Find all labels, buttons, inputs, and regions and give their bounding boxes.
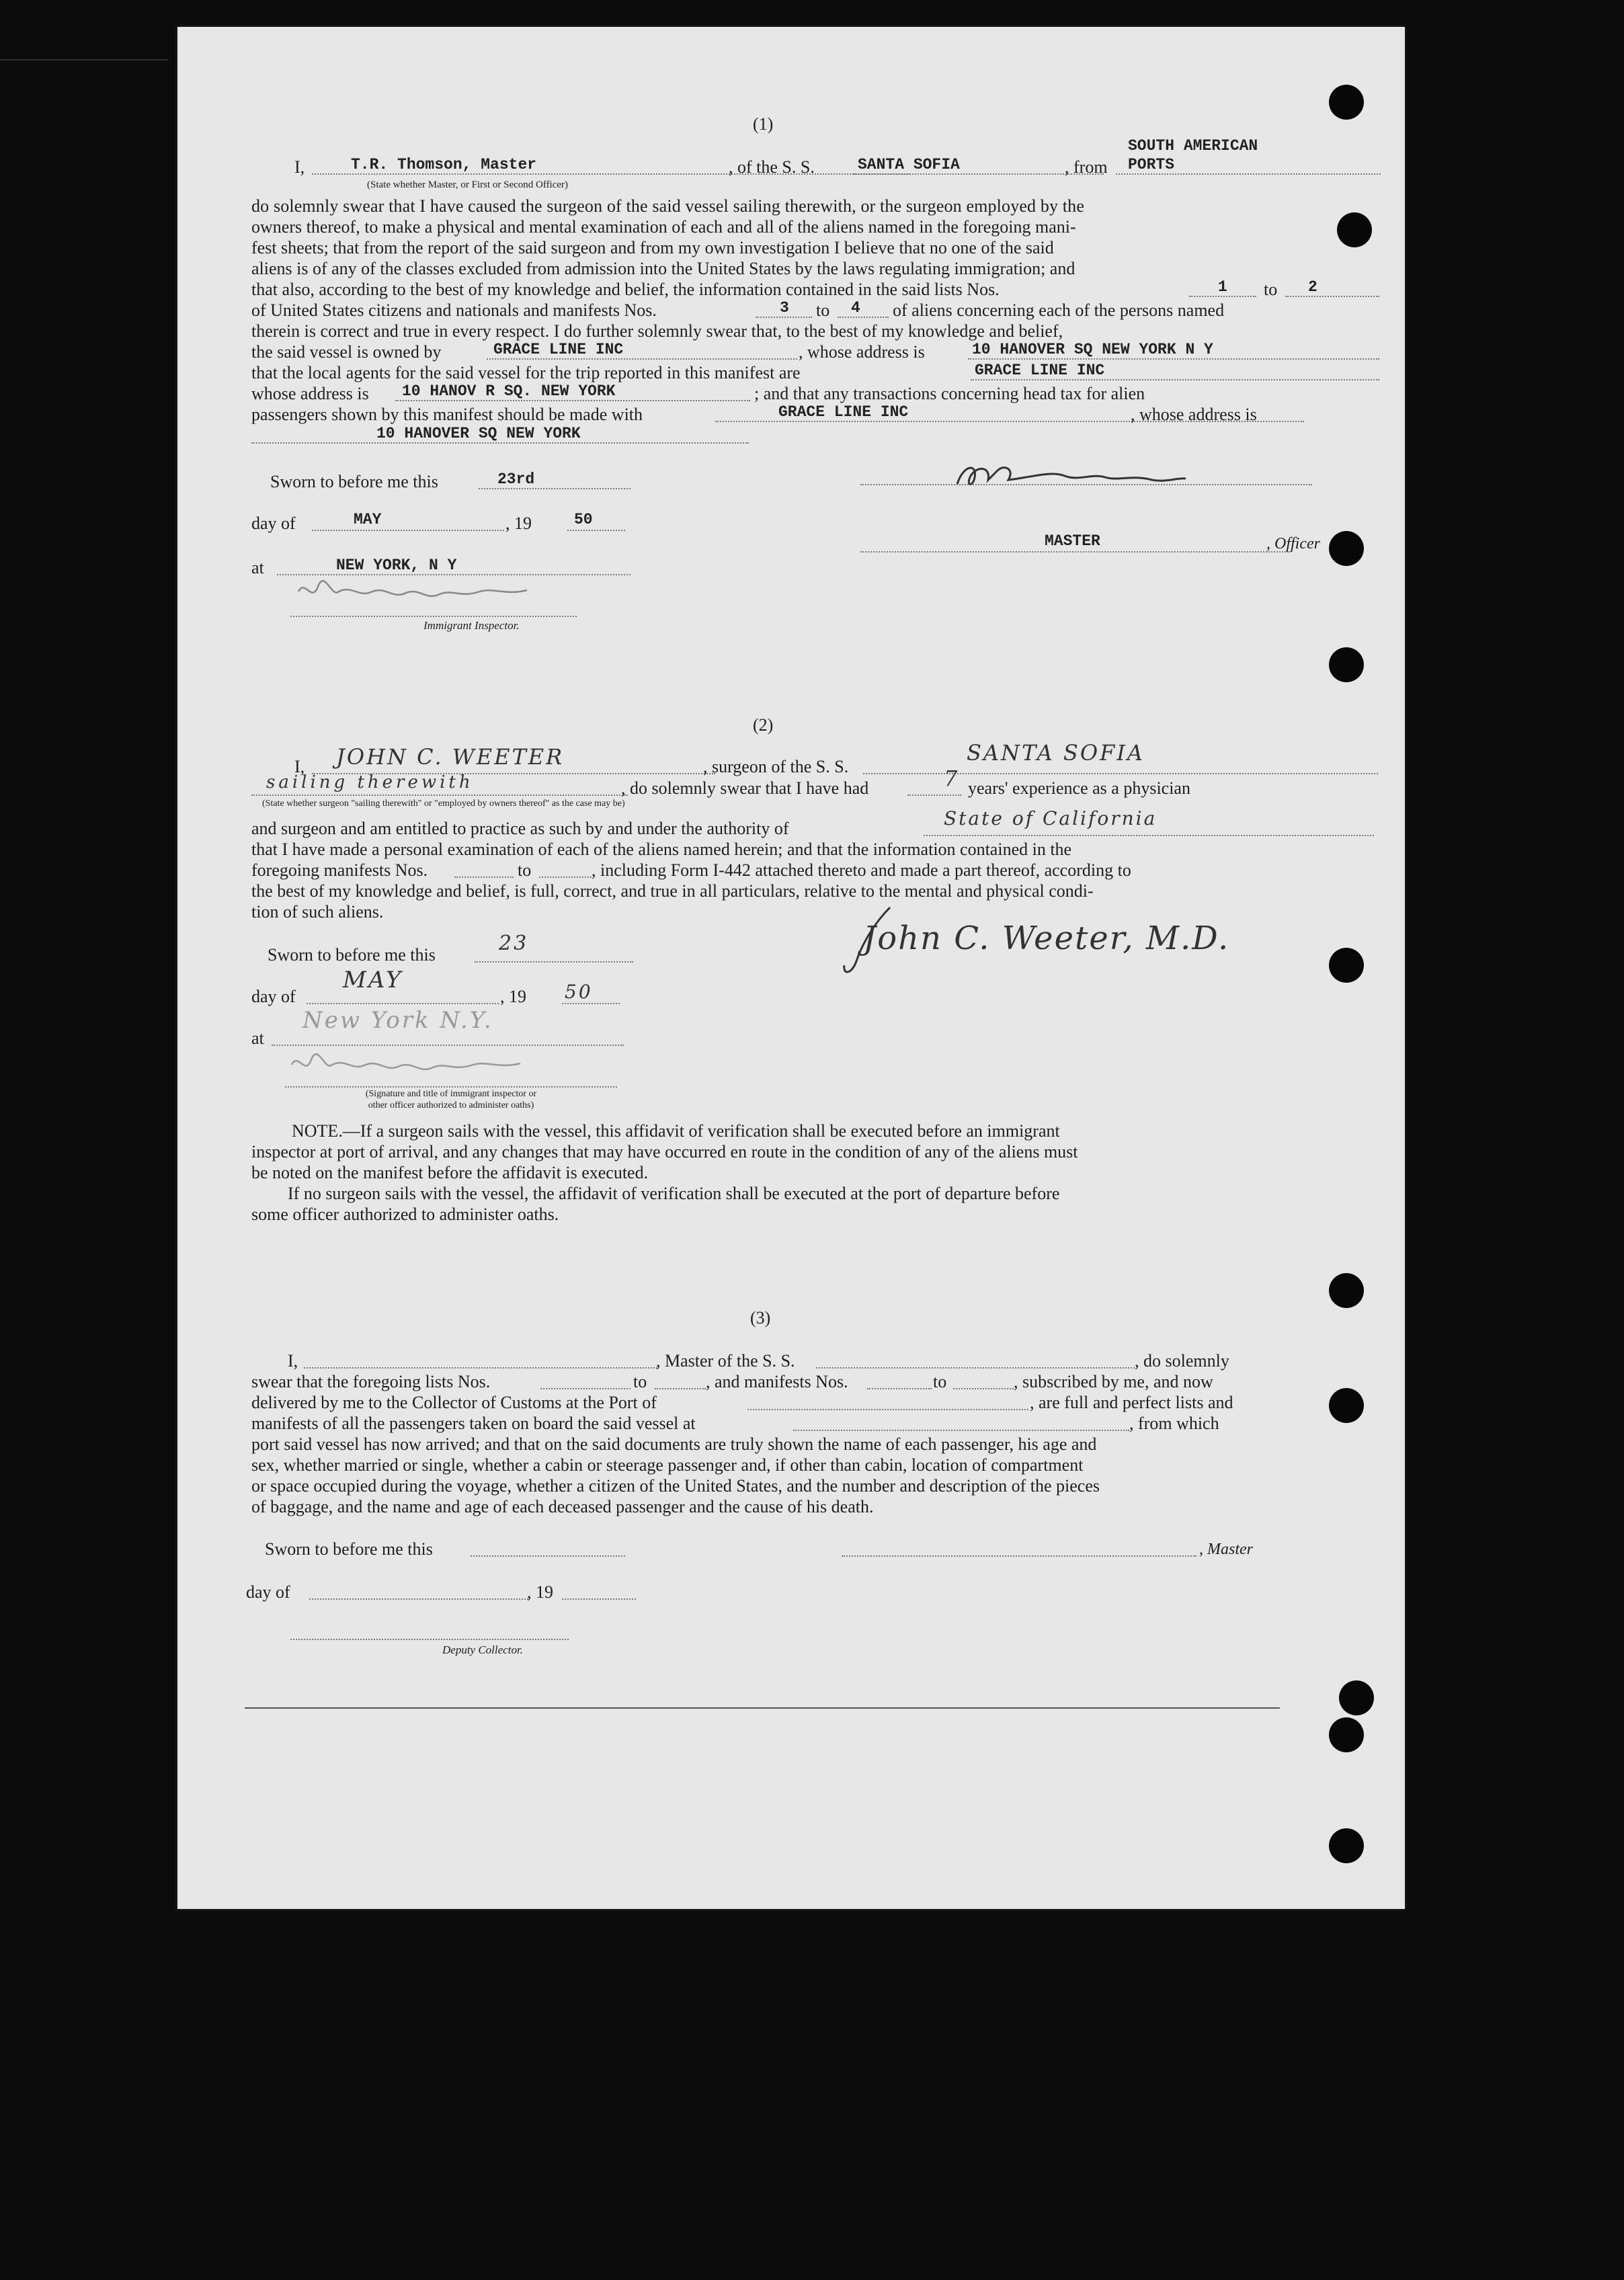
fill-line — [540, 1388, 631, 1389]
officer-label: , Officer — [1266, 535, 1320, 553]
inspector-signature-line — [285, 1086, 617, 1088]
body-text: foregoing manifests Nos. — [251, 860, 428, 880]
fill-line — [860, 551, 1291, 553]
surgeon-of-label: , surgeon of the S. S. — [703, 757, 849, 776]
of-ss-label: , of the S. S. — [729, 157, 815, 177]
fill-line — [756, 317, 812, 318]
deputy-caption: Deputy Collector. — [442, 1643, 523, 1656]
agents-label: that the local agents for the said vessel for the trip reported in this manifest are — [251, 363, 801, 382]
fill-line — [567, 530, 625, 531]
body-text: aliens is of any of the classes excluded from admission into the United States by the laws regulating immigration; and — [251, 259, 1075, 278]
punch-hole — [1329, 647, 1364, 682]
passengers-label: passengers shown by this manifest should be made with — [251, 405, 643, 424]
inspector-signature — [278, 1045, 561, 1085]
sworn-label: Sworn to before me this — [265, 1539, 433, 1559]
master-signature-line — [842, 1555, 1196, 1557]
year-suffix: 50 — [565, 981, 593, 1003]
oath-label-i: I, — [294, 157, 305, 177]
body-text: that I have made a personal examination of each of the aliens named herein; and that the information contained in the — [251, 840, 1072, 859]
owner-address-label: , whose address is — [799, 342, 925, 362]
swear-text: , do solemnly swear that I have had — [621, 778, 869, 798]
sworn-place-handwritten: New York N.Y. — [302, 1007, 493, 1034]
body-text: of baggage, and the name and age of each deceased passenger and the cause of his death. — [251, 1497, 874, 1516]
body-text: manifests of all the passengers taken on board the said vessel at — [251, 1414, 696, 1433]
body-text: , subscribed by me, and now — [1014, 1372, 1213, 1391]
surgeon-name: JOHN C. WEETER — [336, 744, 565, 770]
body-text: of aliens concerning each of the persons named — [893, 300, 1225, 320]
vessel-owner: GRACE LINE INC — [493, 341, 624, 358]
agents-address: 10 HANOV R SQ. NEW YORK — [402, 382, 616, 400]
fill-line — [471, 1555, 625, 1557]
body-text: , are full and perfect lists and — [1030, 1393, 1233, 1412]
oath-label-i: I, — [294, 757, 305, 776]
fill-line — [971, 379, 1379, 380]
at-label: at — [251, 558, 264, 577]
inspector-caption: Immigrant Inspector. — [423, 619, 520, 632]
body-text: fest sheets; that from the report of the said surgeon and from my own investigation I believe that no one of the said — [251, 238, 1054, 257]
fill-line — [838, 317, 889, 318]
master-name: T.R. Thomson, Master — [351, 156, 537, 173]
inspector-signature — [285, 571, 567, 612]
sworn-day: 23 — [499, 932, 529, 955]
fill-line — [1285, 296, 1379, 297]
head-tax-company: GRACE LINE INC — [778, 403, 909, 421]
to-label: to — [816, 300, 830, 320]
inspector-caption: (Signature and title of immigrant inspector or — [365, 1089, 537, 1099]
fill-line — [539, 877, 592, 878]
body-text: swear that the foregoing lists Nos. — [251, 1372, 491, 1391]
day-of-label: day of — [246, 1582, 290, 1602]
body-text: to — [633, 1372, 647, 1391]
surgeon-signature: John C. Weeter, M.D. — [863, 920, 1230, 957]
document-page — [177, 27, 1405, 1909]
body-text: , from which — [1129, 1414, 1219, 1433]
year-prefix: , 19 — [500, 987, 526, 1006]
note-text: be noted on the manifest before the affidavit is executed. — [251, 1163, 649, 1182]
fill-line — [867, 1388, 932, 1389]
at-label: at — [251, 1028, 264, 1048]
lists-to: 2 — [1308, 278, 1317, 296]
to-label: to — [1264, 280, 1278, 299]
day-of-label: day of — [251, 514, 296, 533]
licensing-authority: State of California — [944, 807, 1158, 829]
master-label: , Master — [1199, 1541, 1253, 1558]
month-handwritten: MAY — [343, 967, 403, 993]
body-text: do solemnly swear that I have caused the surgeon of the said vessel sailing therewith, or the surgeon employed by the — [251, 196, 1085, 216]
body-text: delivered by me to the Collector of Customs at the Port of — [251, 1393, 657, 1412]
local-agents: GRACE LINE INC — [975, 362, 1105, 379]
fill-line — [395, 400, 750, 401]
fill-line — [953, 1388, 1014, 1389]
manifests-to: 4 — [851, 299, 860, 317]
section-number: (3) — [750, 1308, 771, 1328]
punch-hole — [1339, 1680, 1374, 1715]
fill-line — [1116, 173, 1381, 175]
body-text: to — [518, 860, 532, 880]
body-text: of United States citizens and nationals and manifests Nos. — [251, 300, 657, 320]
punch-hole — [1329, 1273, 1364, 1308]
fill-line — [475, 961, 633, 963]
section-number: (1) — [753, 114, 774, 134]
fill-line — [793, 1430, 1129, 1431]
fill-line — [747, 1409, 1028, 1410]
sailing-note: (State whether surgeon "sailing therewith" or "employed by owners thereof" as the case may be) — [262, 799, 625, 809]
fill-line — [924, 835, 1374, 836]
body-text: port said vessel has now arrived; and that on the said documents are truly shown the name of each passenger, his age and — [251, 1434, 1097, 1454]
note-text — [292, 1121, 1060, 1141]
year-prefix: , 19 — [527, 1582, 553, 1602]
master-title: MASTER — [1045, 532, 1100, 550]
head-tax-address: 10 HANOVER SQ NEW YORK — [376, 425, 581, 442]
scan-artifact — [0, 59, 168, 60]
master-note: (State whether Master, or First or Second Officer) — [367, 179, 569, 190]
sworn-place: NEW YORK, N Y — [336, 557, 457, 574]
fill-line — [968, 358, 1379, 360]
body-text: therein is correct and true in every respect. I do further solemnly swear that, to the best of my knowledge and belief, — [251, 321, 1063, 341]
punch-hole — [1329, 1717, 1364, 1752]
sailing-status: sailing therewith — [266, 772, 474, 792]
fill-line — [312, 530, 504, 531]
vessel-name: SANTA SOFIA — [858, 156, 960, 173]
deputy-signature-line — [290, 1639, 569, 1640]
body-text: tion of such aliens. — [251, 902, 384, 922]
sworn-day: 23rd — [497, 471, 535, 488]
fill-line — [251, 442, 749, 444]
body-text: , including Form I-442 attached thereto and made a part thereof, according to — [592, 860, 1131, 880]
owner-address: 10 HANOVER SQ NEW YORK N Y — [972, 341, 1213, 358]
body-text: sex, whether married or single, whether a cabin or steerage passenger and, if other than cabin, location of compartment — [251, 1455, 1084, 1475]
section-number: (2) — [753, 715, 774, 735]
body-text: owners thereof, to make a physical and mental examination of each and all of the aliens named in the foregoing mani- — [251, 217, 1076, 237]
month: MAY — [354, 511, 382, 528]
punch-hole — [1329, 531, 1364, 566]
sworn-label: Sworn to before me this — [270, 472, 438, 491]
body-text: to — [933, 1372, 947, 1391]
fill-line — [479, 488, 631, 489]
body-text: the best of my knowledge and belief, is full, correct, and true in all particulars, relative to the mental and physical condi- — [251, 881, 1094, 901]
fill-line — [312, 173, 910, 175]
punch-hole — [1329, 1828, 1364, 1863]
inspector-caption: other officer authorized to administer oaths) — [368, 1100, 534, 1110]
fill-line — [487, 358, 797, 360]
fill-line — [562, 1598, 636, 1600]
head-tax-address-label: , whose address is — [1131, 405, 1257, 424]
fill-line — [816, 1367, 1135, 1369]
from-port-line1: SOUTH AMERICAN — [1128, 137, 1258, 155]
note-line: —If a surgeon sails with the vessel, this affidavit of verification shall be executed before an immigrant — [342, 1121, 1060, 1141]
body-text: , do solemnly — [1135, 1351, 1229, 1371]
agents-address-label: whose address is — [251, 384, 369, 403]
master-signature — [950, 457, 1192, 497]
body-text: , and manifests Nos. — [706, 1372, 848, 1391]
body-text: or space occupied during the voyage, whether a citizen of the United States, and the number and description of the pieces — [251, 1476, 1100, 1496]
year-suffix: 50 — [574, 511, 593, 528]
fill-line — [307, 1003, 499, 1004]
owned-by-label: the said vessel is owned by — [251, 342, 442, 362]
note-label: NOTE. — [292, 1121, 343, 1141]
note-text: If no surgeon sails with the vessel, the affidavit of verification shall be executed at the port of departure before — [288, 1184, 1060, 1203]
punch-hole — [1337, 212, 1372, 247]
page-bottom-rule — [245, 1707, 1280, 1709]
body-text: that also, according to the best of my knowledge and belief, the information contained in the said lists Nos. — [251, 280, 1000, 299]
sworn-label: Sworn to before me this — [268, 945, 436, 965]
inspector-signature-line — [290, 616, 577, 617]
fill-line — [309, 1598, 528, 1600]
years-experience: 7 — [944, 766, 960, 791]
body-text: ; and that any transactions concerning head tax for alien — [754, 384, 1145, 403]
fill-line — [907, 795, 961, 796]
authority-text: and surgeon and am entitled to practice as such by and under the authority of — [251, 819, 789, 838]
from-port-line2: PORTS — [1128, 156, 1175, 173]
note-text: some officer authorized to administer oaths. — [251, 1205, 559, 1224]
fill-line — [1189, 296, 1256, 297]
vessel-name-handwritten: SANTA SOFIA — [967, 740, 1145, 766]
body-text: I, — [288, 1351, 298, 1371]
from-label: , from — [1065, 157, 1108, 177]
punch-hole — [1329, 948, 1364, 983]
fill-line — [454, 877, 514, 878]
experience-text: years' experience as a physician — [968, 778, 1190, 798]
lists-from: 1 — [1218, 278, 1227, 296]
fill-line — [863, 773, 1378, 774]
note-text: inspector at port of arrival, and any changes that may have occurred en route in the condition of any of the aliens must — [251, 1142, 1078, 1162]
body-text: , Master of the S. S. — [656, 1351, 795, 1371]
fill-line — [655, 1388, 706, 1389]
punch-hole — [1329, 85, 1364, 120]
manifests-from: 3 — [780, 299, 789, 317]
fill-line — [304, 1367, 657, 1369]
punch-hole — [1329, 1388, 1364, 1423]
fill-line — [251, 795, 628, 796]
year-prefix: , 19 — [505, 514, 532, 533]
signature-flourish — [829, 901, 910, 981]
day-of-label: day of — [251, 987, 296, 1006]
